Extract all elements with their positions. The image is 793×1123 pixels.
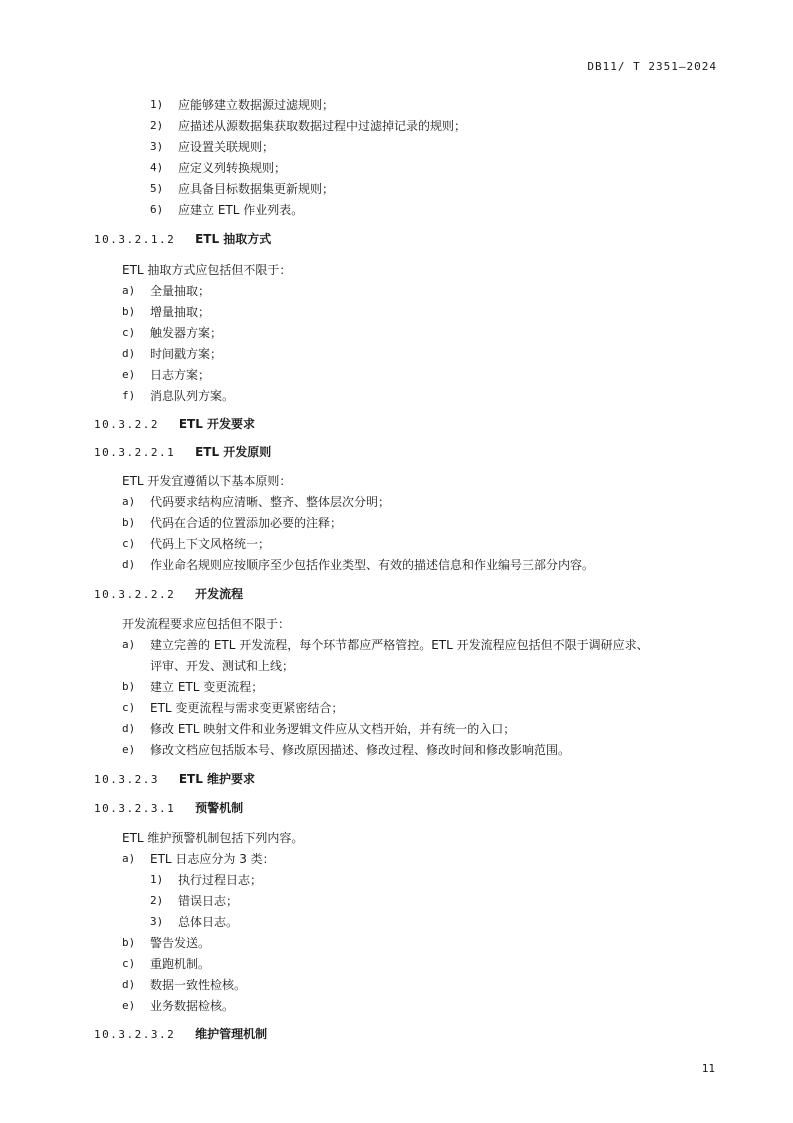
section-heading: 10.3.2.2.1 ETL 开发原则 (94, 445, 272, 459)
section-heading: 10.3.2.2 ETL 开发要求 (94, 417, 256, 431)
section-heading: 10.3.2.3.2 维护管理机制 (94, 1027, 268, 1041)
paragraph: ETL 抽取方式应包括但不限于： (122, 263, 292, 277)
page-number: 11 (701, 1062, 715, 1075)
document-code: DB11/ T 2351—2024 (587, 60, 717, 73)
section-heading: 10.3.2.1.2 ETL 抽取方式 (94, 232, 272, 246)
paragraph: 开发流程要求应包括但不限于： (122, 617, 291, 631)
paragraph: ETL 开发宜遵循以下基本原则： (122, 474, 292, 488)
section-heading: 10.3.2.3 ETL 维护要求 (94, 772, 256, 786)
section-heading: 10.3.2.2.2 开发流程 (94, 587, 244, 601)
paragraph: ETL 维护预警机制包括下列内容。 (122, 831, 304, 845)
section-heading: 10.3.2.3.1 预警机制 (94, 801, 244, 815)
